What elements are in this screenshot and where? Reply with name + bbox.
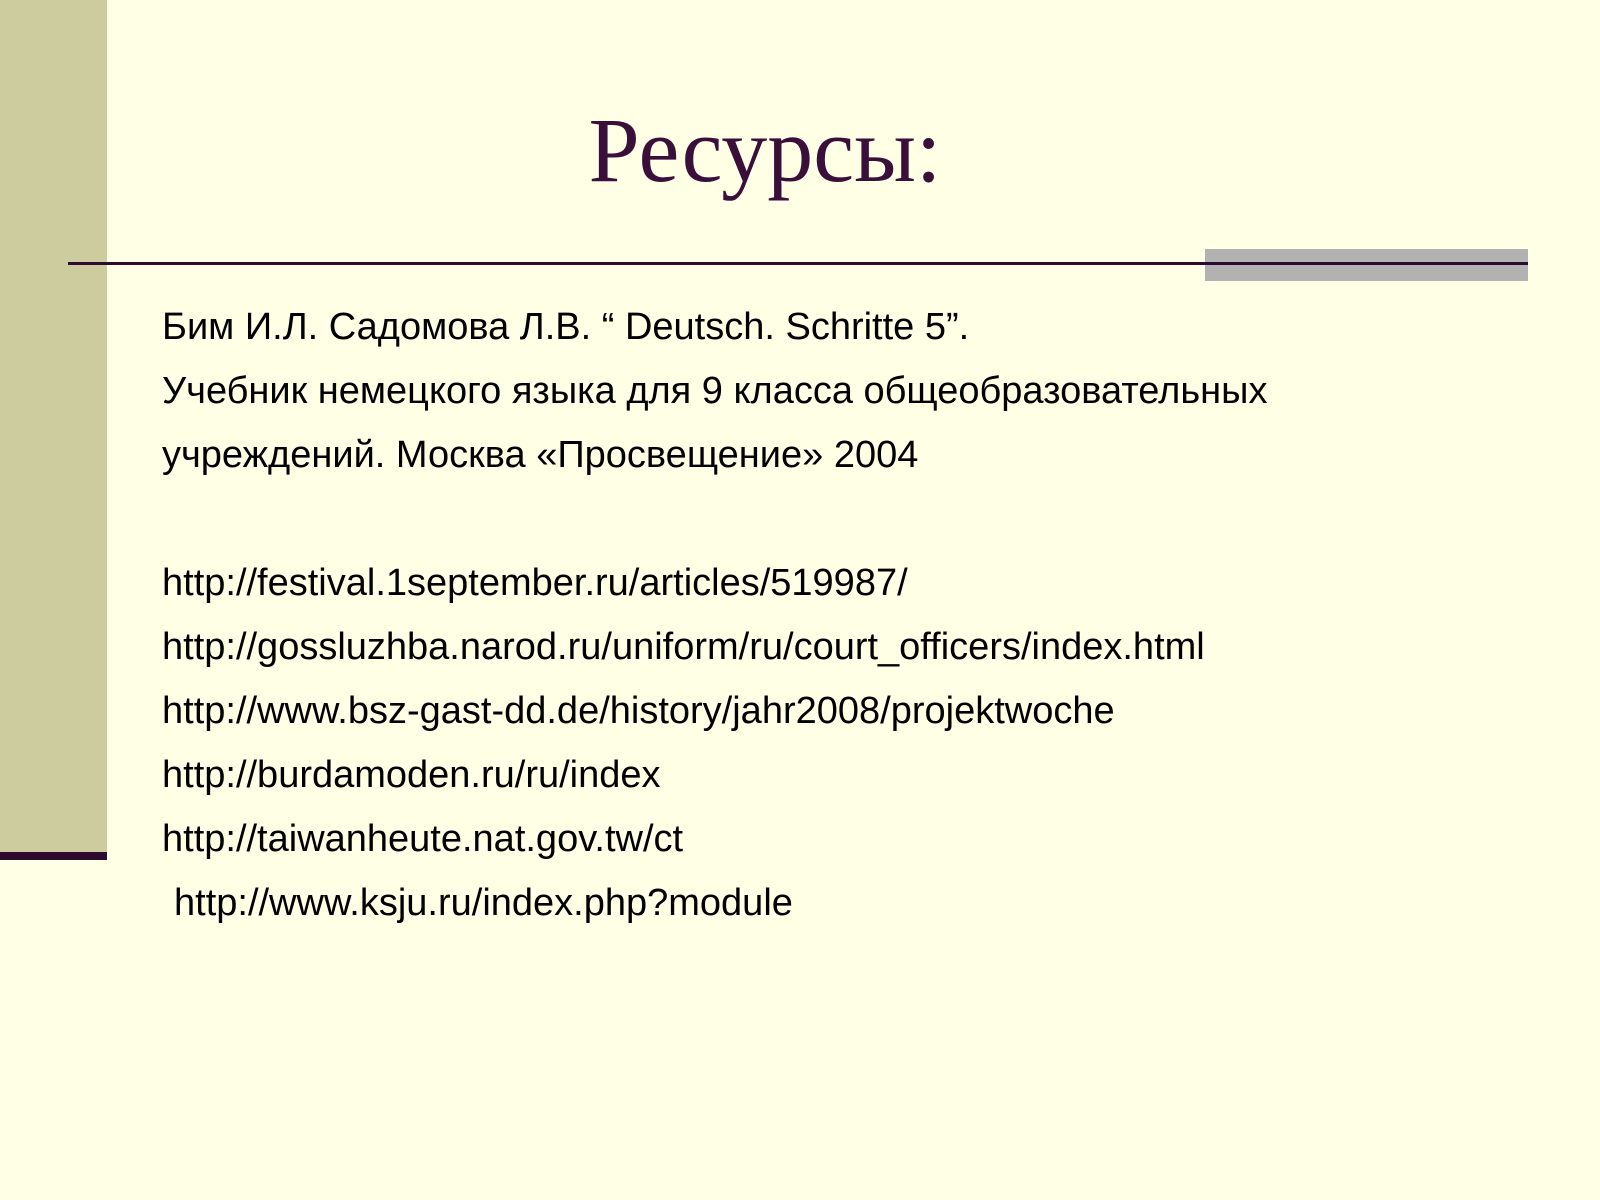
title-rule-accent — [1205, 249, 1528, 281]
left-band-bottom-edge — [0, 852, 107, 860]
spacer — [162, 487, 1582, 551]
resource-link[interactable]: http://festival.1september.ru/articles/519987/ — [162, 562, 908, 604]
title-rule — [68, 262, 1528, 265]
resource-link[interactable]: http://burdamoden.ru/ru/index — [162, 754, 661, 796]
resource-link[interactable]: http://gossluzhba.narod.ru/uniform/ru/court_officers/index.html — [162, 626, 1205, 668]
resource-link[interactable]: http://taiwanheute.nat.gov.tw/ct — [162, 818, 684, 860]
resource-link[interactable]: http://www.ksju.ru/index.php?module — [174, 882, 793, 924]
book-citation-line-3: учреждений. Москва «Просвещение» 2004 — [162, 434, 919, 476]
slide-title: Ресурсы: — [588, 99, 942, 201]
slide-content — [162, 295, 1582, 935]
book-citation-line-2: Учебник немецкого языка для 9 класса общеобразовательных — [162, 370, 1268, 412]
resource-link[interactable]: http://www.bsz-gast-dd.de/history/jahr2008/projektwoche — [162, 690, 1115, 732]
book-citation-line-1: Бим И.Л. Садомова Л.В. “ Deutsch. Schritte 5”. — [162, 306, 970, 348]
